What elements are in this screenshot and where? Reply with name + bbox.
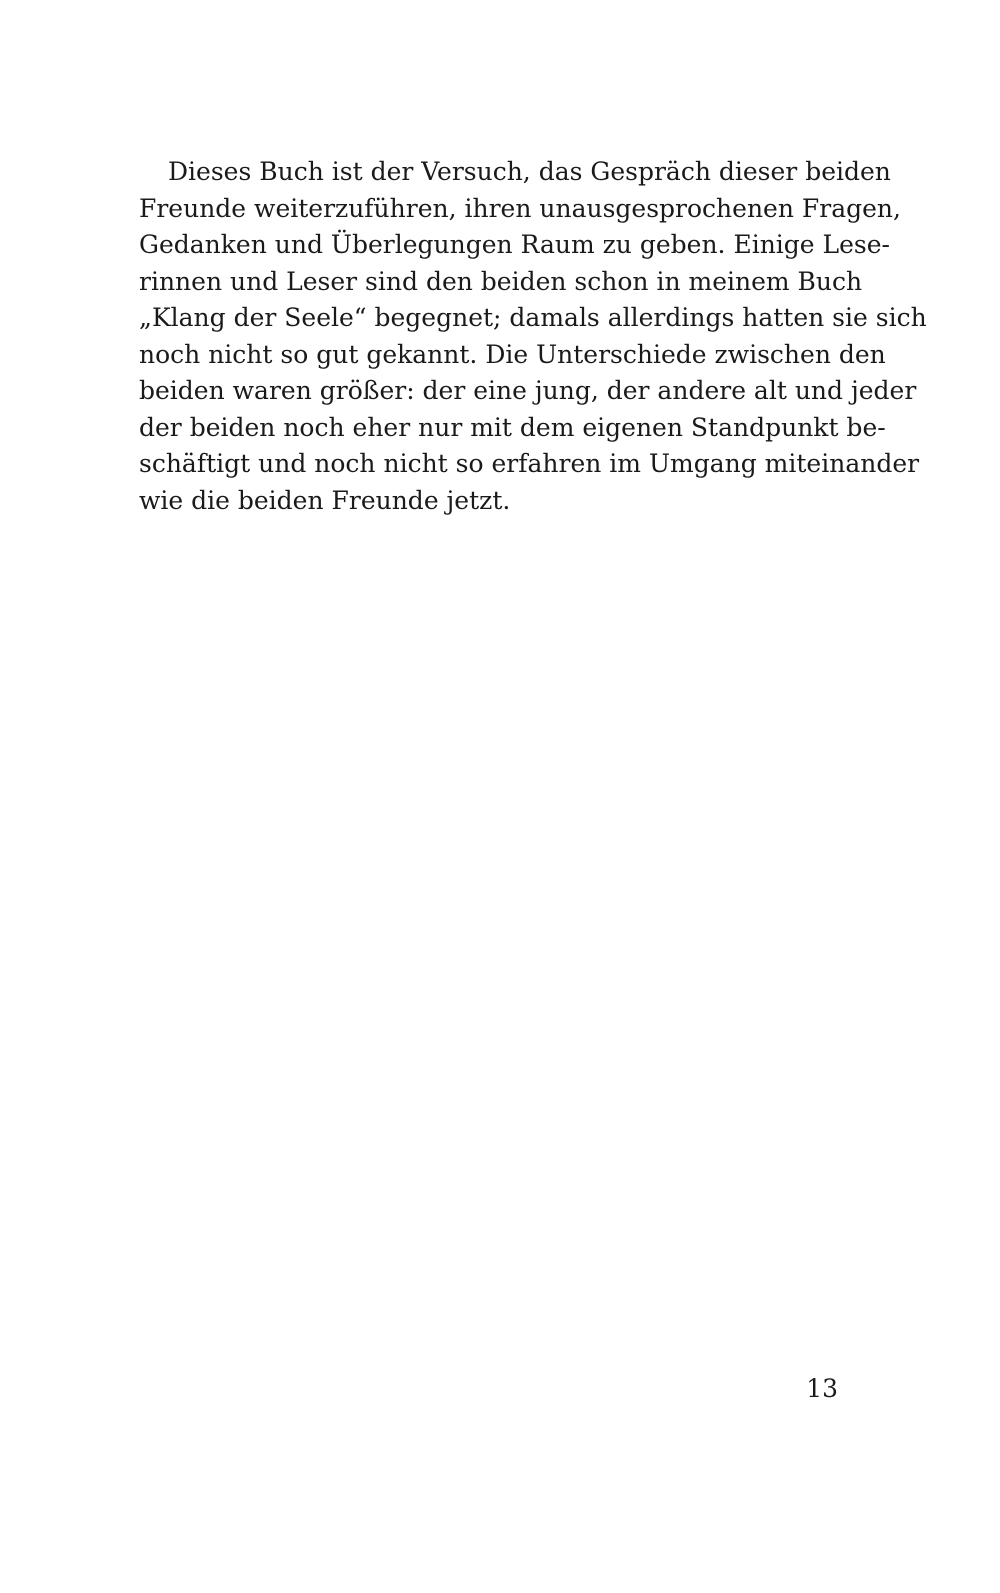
paragraph-line: schäftigt und noch nicht so erfahren im Umgang miteinander	[139, 449, 920, 478]
paragraph-line: Dieses Buch ist der Versuch, das Gespräch dieser beiden	[168, 157, 891, 186]
paragraph-line: „Klang der Seele“ begegnet; damals allerdings hatten sie sich	[139, 303, 927, 332]
paragraph-line: noch nicht so gut gekannt. Die Unterschiede zwischen den	[139, 339, 886, 369]
paragraph-line: beiden waren größer: der eine jung, der andere alt und jeder	[139, 376, 917, 405]
paragraph-line: der beiden noch eher nur mit dem eigenen Standpunkt be-	[139, 412, 886, 442]
body-paragraph	[139, 154, 927, 519]
page-number: 13	[806, 1374, 838, 1403]
paragraph-line: Gedanken und Überlegungen Raum zu geben. Einige Lese-	[139, 230, 891, 259]
paragraph-line: wie die beiden Freunde jetzt.	[139, 485, 511, 515]
paragraph-line: Freunde weiterzuführen, ihren unausgesprochenen Fragen,	[139, 193, 901, 223]
paragraph-line: rinnen und Leser sind den beiden schon in meinem Buch	[139, 266, 863, 296]
